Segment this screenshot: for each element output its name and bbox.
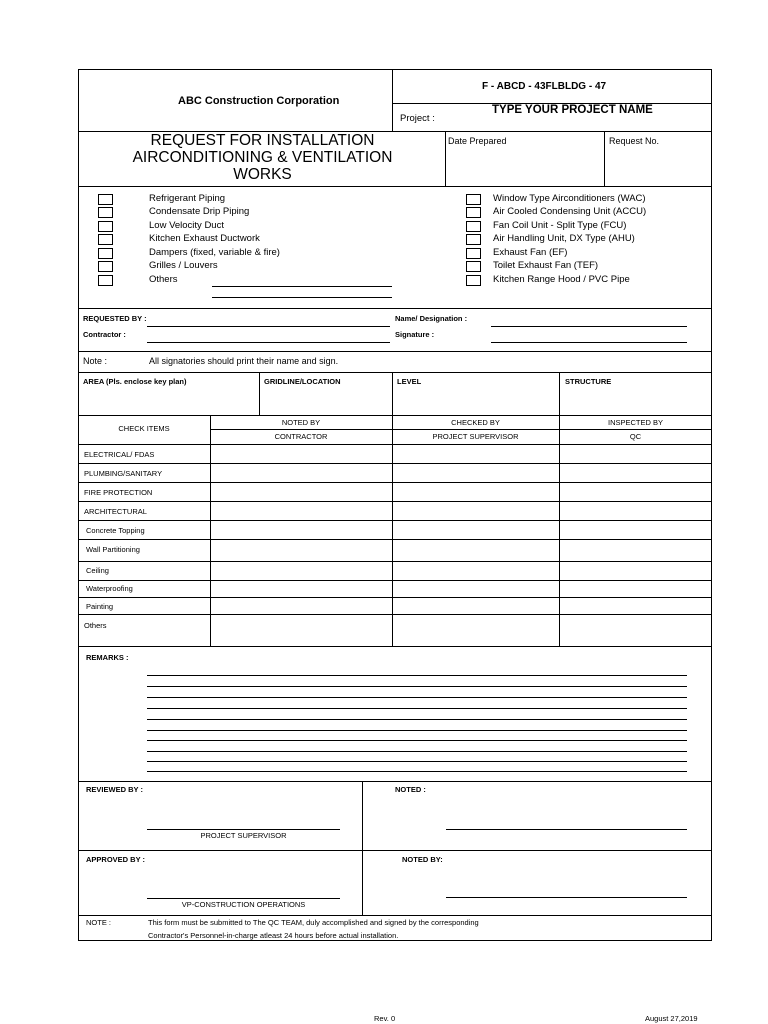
level-label: LEVEL — [397, 377, 422, 386]
inspected-by-header: INSPECTED BY — [607, 418, 663, 427]
name-designation-label: Name/ Designation : — [395, 314, 468, 323]
checklist-label: Kitchen Range Hood / PVC Pipe — [493, 274, 630, 285]
form-code: F - ABCD - 43FLBLDG - 47 — [482, 81, 607, 92]
checklist-label: Exhaust Fan (EF) — [493, 247, 568, 258]
checkbox-accu[interactable] — [466, 207, 481, 218]
note-label: Note : — [83, 356, 108, 366]
reviewed-by-signature-line[interactable] — [147, 829, 340, 830]
check-item-label: ARCHITECTURAL — [84, 507, 147, 516]
checklist-label: Kitchen Exhaust Ductwork — [149, 233, 260, 244]
remarks-line[interactable] — [147, 697, 687, 698]
checkbox-dampers[interactable] — [98, 248, 113, 259]
project-supervisor-header: PROJECT SUPERVISOR — [432, 432, 519, 441]
qc-header: QC — [629, 432, 642, 441]
noted-by-header: NOTED BY — [281, 418, 321, 427]
check-item-label: FIRE PROTECTION — [84, 488, 153, 497]
remarks-line[interactable] — [147, 761, 687, 762]
noted-by-signature-line[interactable] — [446, 897, 687, 898]
footer-note-line2: Contractor's Personnel-in-charge atleast 24 hours before actual installation. — [148, 931, 399, 940]
checklist-label: Air Handling Unit, DX Type (AHU) — [493, 233, 635, 244]
note-text: All signatories should print their name and sign. — [149, 356, 339, 366]
check-item-label: ELECTRICAL/ FDAS — [84, 450, 155, 459]
checklist-label: Fan Coil Unit - Split Type (FCU) — [493, 220, 627, 231]
checkbox-grilles-louvers[interactable] — [98, 261, 113, 272]
approved-by-label: APPROVED BY : — [86, 855, 146, 864]
remarks-line[interactable] — [147, 771, 687, 772]
checklist-label: Air Cooled Condensing Unit (ACCU) — [493, 206, 647, 217]
footer-note-line1: This form must be submitted to The QC TEAM, duly accomplished and signed by the corresponding — [148, 918, 479, 927]
checklist-label: Condensate Drip Piping — [149, 206, 250, 217]
footer-note-label: NOTE : — [86, 918, 112, 927]
check-item-label: PLUMBING/SANITARY — [84, 469, 163, 478]
company-name: ABC Construction Corporation — [178, 95, 340, 107]
checklist-label: Others — [149, 274, 178, 285]
contractor-header: CONTRACTOR — [274, 432, 328, 441]
noted-label: NOTED : — [395, 785, 426, 794]
others-line-1[interactable] — [212, 286, 392, 287]
remarks-line[interactable] — [147, 730, 687, 731]
area-label: AREA (Pls. enclose key plan) — [83, 377, 187, 386]
noted-signature-line[interactable] — [446, 829, 687, 830]
requested-by-line[interactable] — [147, 326, 390, 327]
check-item-label: Wall Partitioning — [86, 545, 140, 554]
checklist-label: Dampers (fixed, variable & fire) — [149, 247, 280, 258]
checkbox-others[interactable] — [98, 275, 113, 286]
checklist-label: Window Type Airconditioners (WAC) — [493, 193, 646, 204]
form-title — [100, 132, 425, 183]
signature-line[interactable] — [491, 342, 687, 343]
check-item-label: Others — [84, 621, 107, 630]
checkbox-low-velocity-duct[interactable] — [98, 221, 113, 232]
remarks-line[interactable] — [147, 719, 687, 720]
remarks-line[interactable] — [147, 740, 687, 741]
check-item-label: Concrete Topping — [86, 526, 145, 535]
checkbox-refrigerant-piping[interactable] — [98, 194, 113, 205]
gridline-label: GRIDLINE/LOCATION — [264, 377, 341, 386]
approved-by-signature-line[interactable] — [147, 898, 340, 899]
remarks-line[interactable] — [147, 675, 687, 676]
checked-by-header: CHECKED BY — [451, 418, 500, 427]
checkbox-wac[interactable] — [466, 194, 481, 205]
checkbox-kitchen-range-hood[interactable] — [466, 275, 481, 286]
remarks-line[interactable] — [147, 686, 687, 687]
date-prepared-label: Date Prepared — [448, 136, 507, 146]
revision-number: Rev. 0 — [374, 1014, 396, 1023]
remarks-label: REMARKS : — [86, 653, 129, 662]
checkbox-ahu[interactable] — [466, 234, 481, 245]
contractor-line[interactable] — [147, 342, 390, 343]
project-label: Project : — [400, 113, 435, 124]
request-no-label: Request No. — [609, 136, 660, 146]
checklist-label: Refrigerant Piping — [149, 193, 226, 204]
checkbox-condensate-drip-piping[interactable] — [98, 207, 113, 218]
form-title-line2: AIRCONDITIONING & VENTILATION — [132, 149, 393, 166]
remarks-line[interactable] — [147, 708, 687, 709]
form-title-line1: REQUEST FOR INSTALLATION — [150, 132, 375, 149]
check-items-header: CHECK ITEMS — [118, 424, 170, 433]
checklist-label: Grilles / Louvers — [149, 260, 218, 271]
check-item-label: Painting — [86, 602, 114, 611]
project-supervisor-caption: PROJECT SUPERVISOR — [200, 831, 287, 840]
checkbox-ef[interactable] — [466, 248, 481, 259]
requested-by-label: REQUESTED BY : — [83, 314, 147, 323]
form-title-line3: WORKS — [233, 166, 292, 183]
contractor-label: Contractor : — [83, 330, 126, 339]
structure-label: STRUCTURE — [565, 377, 612, 386]
checkbox-tef[interactable] — [466, 261, 481, 272]
checkbox-kitchen-exhaust-ductwork[interactable] — [98, 234, 113, 245]
noted-by-label: NOTED BY: — [402, 855, 443, 864]
checklist-label: Toilet Exhaust Fan (TEF) — [493, 260, 599, 271]
name-designation-line[interactable] — [491, 326, 687, 327]
check-item-label: Waterproofing — [86, 584, 133, 593]
remarks-line[interactable] — [147, 751, 687, 752]
others-line-2[interactable] — [212, 297, 392, 298]
checkbox-fcu[interactable] — [466, 221, 481, 232]
check-item-label: Ceiling — [86, 566, 109, 575]
revision-date: August 27,2019 — [645, 1014, 698, 1023]
checklist-label: Low Velocity Duct — [149, 220, 224, 231]
project-name-field[interactable]: TYPE YOUR PROJECT NAME — [492, 104, 653, 116]
reviewed-by-label: REVIEWED BY : — [86, 785, 143, 794]
vp-construction-caption: VP-CONSTRUCTION OPERATIONS — [181, 900, 306, 909]
signature-label: Signature : — [395, 330, 435, 339]
